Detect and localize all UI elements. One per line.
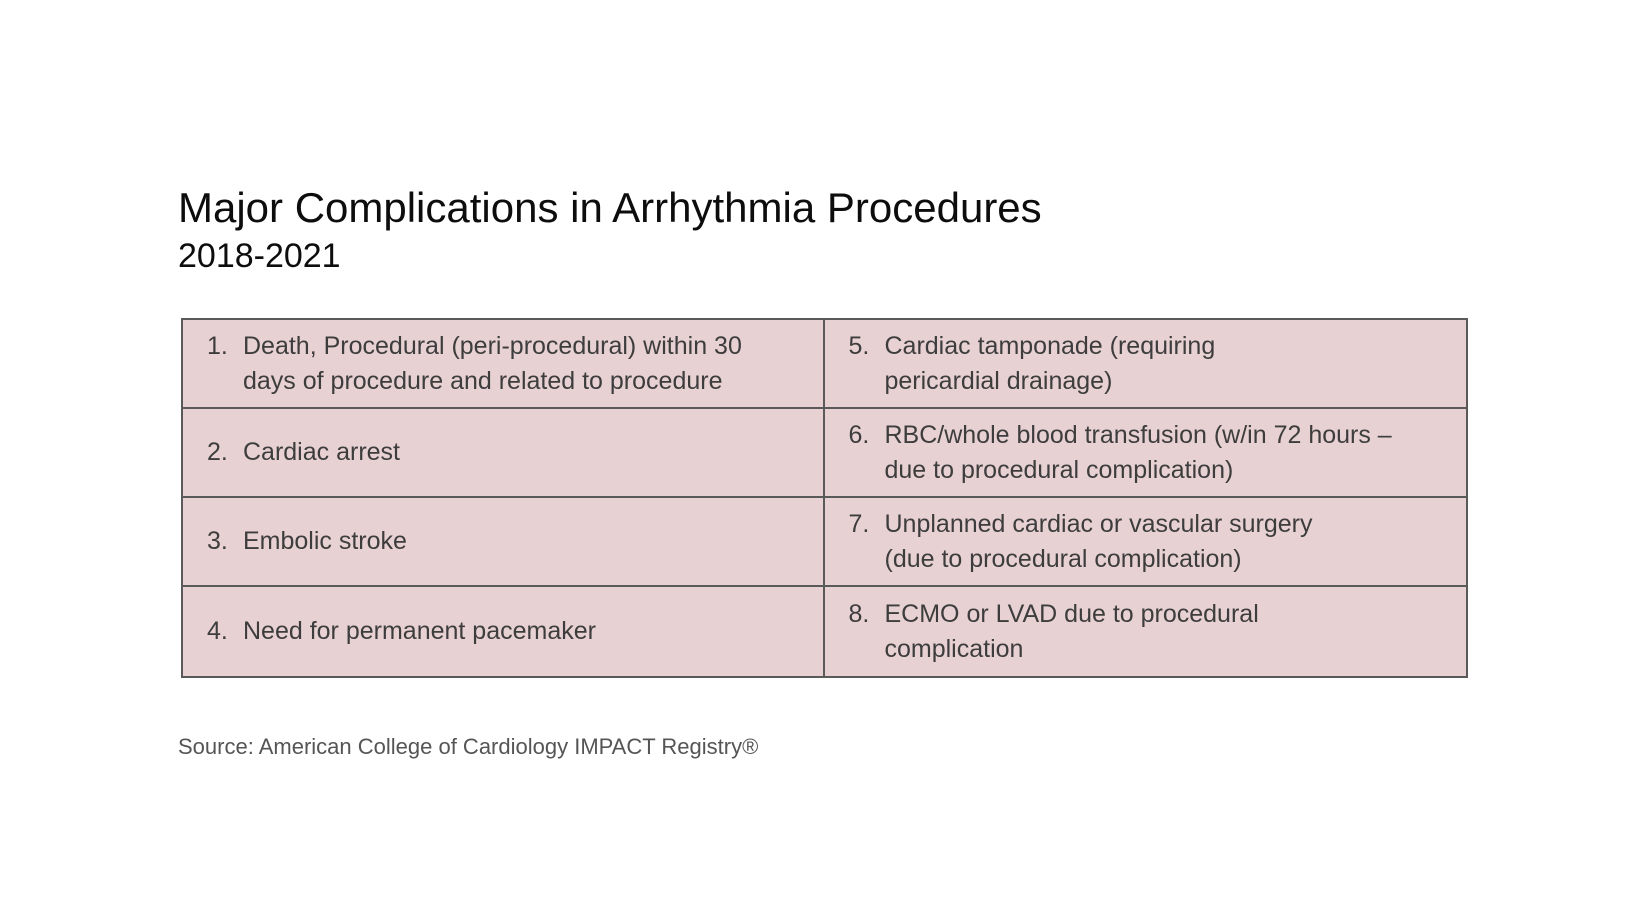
item-text: Cardiac tamponade (requiring pericardial drainage) — [884, 331, 1216, 395]
item-text: Unplanned cardiac or vascular surgery (due to procedural complication) — [884, 509, 1313, 573]
item-number: 7. — [848, 509, 870, 538]
list-item — [849, 418, 1425, 488]
item-text: Death, Procedural (peri-procedural) within 30 days of procedure and related to procedure — [243, 331, 742, 395]
list-item — [207, 329, 783, 399]
item-text: Embolic stroke — [243, 527, 407, 555]
item-text: Need for permanent pacemaker — [243, 617, 596, 645]
table-cell — [183, 587, 825, 676]
list-item — [849, 597, 1305, 667]
source-note: Source: American College of Cardiology IMPACT Registry® — [178, 734, 759, 759]
page-title: Major Complications in Arrhythmia Procedures — [178, 184, 1042, 231]
item-text: ECMO or LVAD due to procedural complication — [884, 599, 1259, 663]
list-item — [849, 329, 1265, 399]
table-cell — [825, 320, 1467, 409]
item-number: 3. — [207, 527, 228, 555]
table-cell — [183, 409, 825, 498]
page-subtitle: 2018-2021 — [178, 237, 341, 275]
list-item — [207, 435, 400, 470]
list-item — [207, 614, 596, 649]
list-item — [207, 524, 407, 559]
table-cell — [183, 320, 825, 409]
item-text: RBC/whole blood transfusion (w/in 72 hours – due to procedural complication) — [884, 420, 1392, 484]
item-number: 2. — [207, 438, 228, 466]
item-number: 4. — [207, 617, 228, 645]
item-number: 5. — [848, 331, 870, 360]
item-number: 8. — [848, 599, 870, 628]
item-text: Cardiac arrest — [243, 438, 400, 466]
complications-table — [181, 318, 1468, 678]
list-item — [849, 507, 1355, 577]
table-cell — [825, 409, 1467, 498]
item-number: 6. — [848, 420, 870, 449]
table-cell — [183, 498, 825, 587]
item-number: 1. — [207, 331, 228, 360]
table-cell — [825, 587, 1467, 676]
table-cell — [825, 498, 1467, 587]
